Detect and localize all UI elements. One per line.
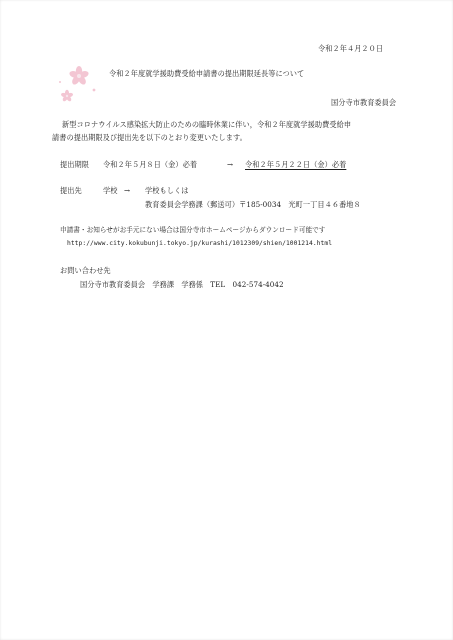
- download-notice: 申請書・お知らせがお手元にない場合は国分寺市ホームページからダウンロード可能です: [60, 226, 326, 234]
- destination-label: 提出先: [60, 186, 82, 195]
- arrow-icon: →: [227, 160, 234, 169]
- deadline-old: 令和２年５月８日（金）必着: [103, 160, 198, 169]
- document-title: 令和２年度就学援助費受給申請書の提出期限延長等について: [109, 69, 305, 78]
- contact-heading: お問い合わせ先: [60, 266, 111, 275]
- cherry-blossom-icon: [50, 62, 110, 110]
- destination-new: 学校もしくは: [145, 186, 189, 195]
- intro-line-2: 請書の提出期限及び提出先を以下のとおり変更いたします。: [52, 133, 247, 142]
- blossom-dot: [59, 81, 61, 83]
- deadline-label: 提出期限: [60, 160, 89, 169]
- download-url[interactable]: http://www.city.kokubunji.tokyo.jp/kurashi/1012309/shien/1001214.html: [67, 240, 333, 247]
- blossom-dot: [93, 89, 96, 92]
- deadline-new: 令和２年５月２２日（金）必着: [245, 160, 347, 169]
- issuer-name: 国分寺市教育委員会: [331, 98, 397, 107]
- destination-old: 学校: [103, 186, 118, 195]
- document-date: 令和２年４月２０日: [318, 44, 384, 53]
- blossom-small: [60, 90, 73, 102]
- arrow-icon: →: [124, 186, 131, 195]
- blossom-large: [69, 66, 90, 86]
- destination-detail: 教育委員会学務課（郵送可）〒185-0034 光町一丁目４６番地８: [145, 200, 361, 209]
- contact-line: 国分寺市教育委員会 学務課 学務係 TEL 042-574-4042: [80, 280, 284, 289]
- intro-line-1: 新型コロナウイルス感染拡大防止のための臨時休業に伴い，令和２年度就学援助費受給申: [62, 120, 352, 129]
